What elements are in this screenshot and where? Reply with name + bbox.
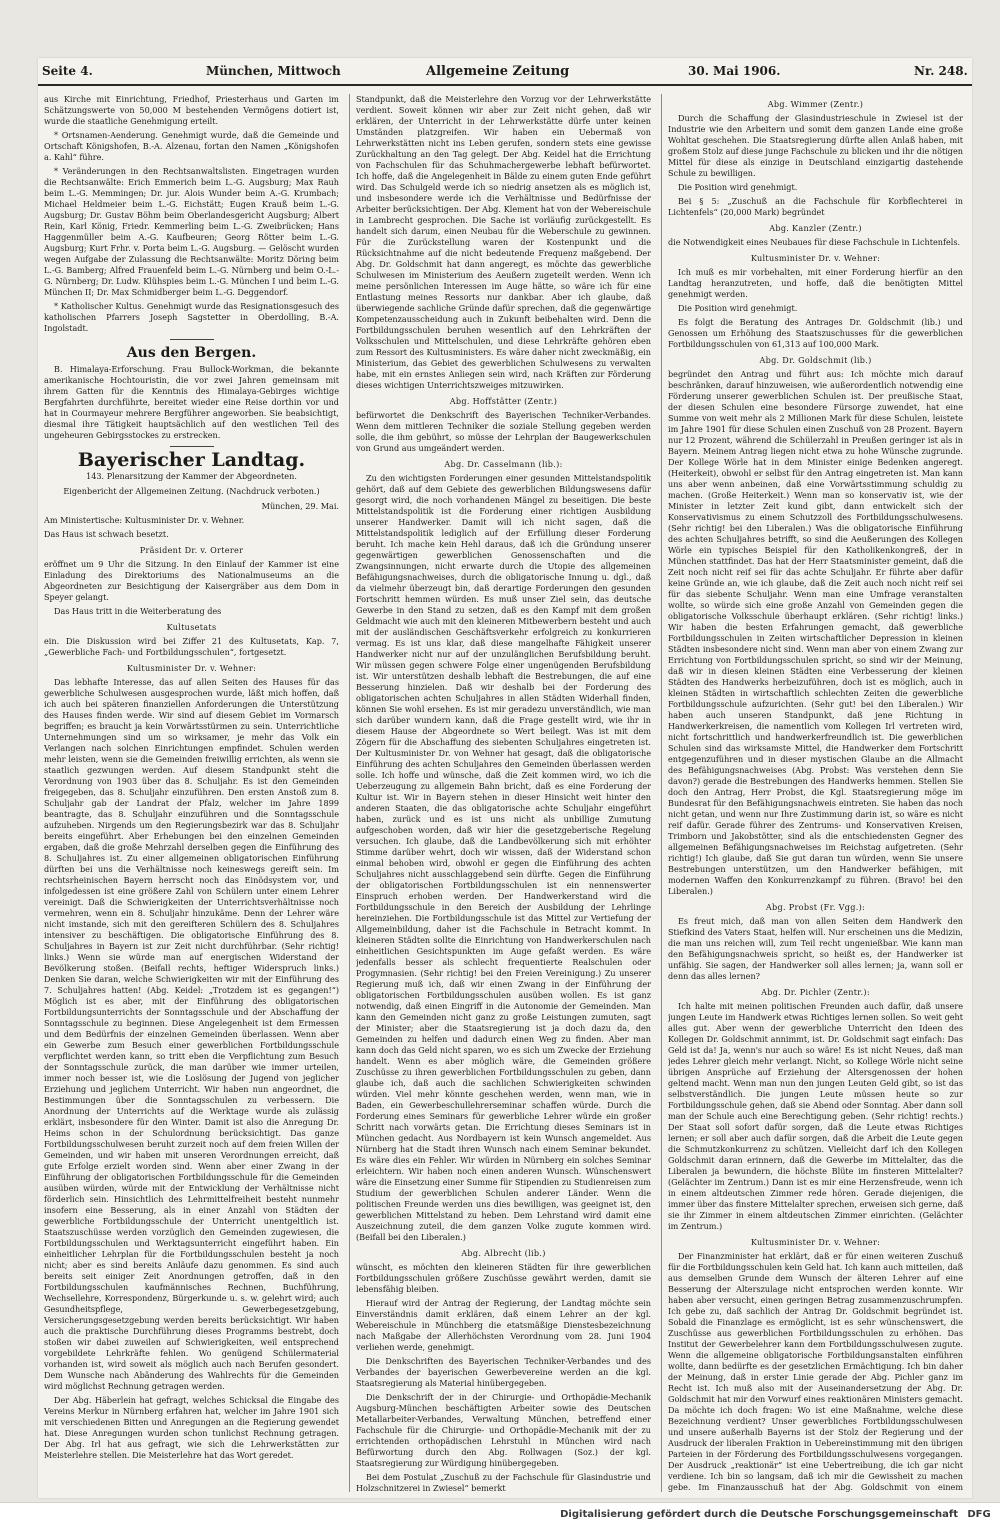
paragraph: * Katholischer Kultus. Genehmigt wurde das Resignationsgesuch des katholischen Pfarrers Joseph Sagstetter in Oberdolling, B.-A. Ingolstadt. xyxy=(44,301,339,333)
paragraph: Ich muß es mir vorbehalten, mit einer Forderung hierfür an den Landtag heranzutreten, und hoffe, daß die benötigten Mittel genehmigt werden. xyxy=(668,267,963,299)
speaker-name: Abg. Hoffstätter (Zentr.) xyxy=(449,396,558,406)
section-heading-landtag: Bayerischer Landtag. xyxy=(77,449,306,471)
speaker-name: Abg. Wimmer (Zentr.) xyxy=(767,99,864,109)
column-3 xyxy=(668,94,963,1492)
speaker-name: Abg. Dr. Casselmann (lib.): xyxy=(444,459,563,469)
place-and-weekday: München, Mittwoch xyxy=(206,64,341,78)
speaker-name: Abg. Kanzler (Zentr.) xyxy=(769,223,862,233)
funding-footer xyxy=(0,1502,1000,1527)
newspaper-title: Allgemeine Zeitung xyxy=(426,64,570,79)
paragraph: Zu den wichtigsten Forderungen einer gesunden Mittelstandspolitik gehört, daß auf dem Gebiete des gewerblichen Bildungswesens dafür gesorgt wird, die noch vorhandenen Mängel zu beseitigen. Die beste Mittelstandspolitik ist die Forderung einer richtigen Ausbildung unserer Handwerker. Damit will ich nicht sagen, daß die Mittelstandspolitik lediglich auf der Erfüllung dieser Forderung beruht. Ich mache kein Hehl daraus, daß ich die Gründung unserer gegenwärtigen gewerblichen Genossenschaften und die Zwangsinnungen, nicht erwarte durch die Utopie des allgemeinen Befähigungsnachweises, durch die obligatorische Innung u. dgl., daß da vielmehr überzeugt bin, daß derartige Forderungen den gesunden Fortschritt hemmen würden. Es muß unser Ziel sein, das deutsche Gewerbe in den Stand zu setzen, daß es den Kampf mit dem großen Geldmacht wie auch mit den kleineren Mitbewerbern besteht und auch mit der ausländischen Geschäftsverkehr erfolgreich zu konkurrieren vermag. Es ist uns klar, daß diese mangelhafte Fähigkeit unserer Handwerker nicht nur auf der unzulänglichen Berufsbildung beruht. Wir müssen gegen schwere Folge einer ungenügenden Berufsbildung ist. Wir unterstützen deshalb lebhaft die Bestrebungen, die auf eine Besserung hinzielen. Daß wir deshalb bei der Forderung des obligatorischen achten Schuljahres in allen Städten Widerhall finden, können Sie wohl ersehen. Es ist mir geradezu unverständlich, wie man sich darüber wundern kann, daß die Frage gestellt wird, wie ihr in diesem Hause der Abgeordnete so Wert beilegt. Was ist mit dem Zögern für die Abschaffung des siebenten Schuljahres eingetreten ist. Der Kultusminister Dr. von Wehner hat gesagt, daß die obligatorische Einführung des achten Schuljahres den Gemeinden überlassen werden solle. Ich hoffe und wünsche, daß die Zeit kommen wird, wo ich die Ueberzeugung zu allgemein Bahn bricht, daß es eine Forderung der Kultur ist. Wir in Bayern stehen in dieser Hinsicht weit hinter den anderen Staaten, die das obligatorische achte Schuljahr eingeführt haben, zurück und es ist uns nicht als unbillige Zumutung aufgeschoben worden, daß wir hier die gesetzgeberische Regelung versuchen. Ich glaube, daß die Landbevölkerung sich mit erhöhter Stimme darüber wehrt, doch wir wissen, daß der Widerstand schon einmal behoben wird, obwohl er gegen die Einführung des achten Schuljahres nicht ausschlaggebend sein dürfte. Gegen die Einführung der obligatorischen Fortbildungsschulen ist ein nennenswerter Einspruch erhoben werden. Der Handwerkerstand wird die Fortbildungsschule in den Bereich der Ausbildung der Lehrlinge hereinziehen. Die Fortbildungsschule ist das Mittel zur Vertiefung der Allgemeinbildung, daher ist die Fachschule in Betracht kommt. In kleineren Städten sollte die Einrichtung von Handwerkerschulen nach einheitlichen Gesichtspunkten im Auge gefaßt werden. Es wäre jedenfalls besser als schlecht frequentierte Realschulen oder Progymnasien. (Sehr richtig! bei den Freien Vereinigung.) Zu unserer Regierung muß ich, daß wir einen Zwang in der Einführung der obligatorischen Fortbildungsschulen ausüben wollen. Es ist ganz notwendig, daß einen Eingriff in die Autonomie der Gemeinden. Man kann den Gemeinden nicht ganz zu große Leistungen zumuten, sagt der Minister; aber die Staatsregierung ist ja doch dazu da, den Gemeinden zu helfen und dadurch einen Weg zu finden. Aber man kann doch das Geld nicht sparen, wo es sich um Zwecke der Erziehung handelt. Wenn es aber möglich wäre, die Gemeinden größere Zuschüsse zu ihren gewerblichen Fortbildungsschulen zu geben, dann glaube ich, daß auch die sachlichen Schwierigkeiten schwinden würden. Viel mehr könnte geschehen werden, wenn man, wie in Baden, ein Gewerbeschullehrerseminar schaffen würde. Durch die Forderung eines Seminars für gewerbliche Lehrer würde ein großer Schritt nach vorwärts getan. Die Errichtung dieses Seminars ist in München gedacht. Aus Nordbayern ist kein Wunsch angemeldet. Aus Nürnberg hat die Stadt ihren Wunsch nach einem Seminar bekundet. Es wäre dies ein Fehler. Wir würden in Nürnberg ein solches Seminar erleichtern. Wir haben noch einen anderen Wunsch. Wünschenswert wäre die Einsetzung einer Summe für Stipendien zu Studienreisen zum Studium der gewerblichen Schulen anderer Länder. Wenn die politischen Freunde werden uns dies bewilligen, was geeignet ist, den gewerblichen Mittelstand zu heben. Dem Lehrstand wird damit eine Auszeichnung zuteil, die dem ganzen Volke zugute kommen wird. (Beifall bei den Liberalen.) xyxy=(356,473,651,1242)
paragraph: Der Finanzminister hat erklärt, daß er für einen weiteren Zuschuß für die Fortbildungsschulen kein Geld hat. Ich kann auch mitteilen, daß aus demselben Grunde dem Wunsch der älteren Lehrer auf eine Besserung der Alterszulage nicht entsprochen werden konnte. Wir haben aber versucht, einen geringen Betrag zusammenzuschrumpfen. Ich gebe zu, daß sachlich der Antrag Dr. Goldschmit begründet ist. Sobald die Finanzlage es ermöglicht, ist es sehr wünschenswert, die Zuschüsse aus gewerblichen Fortbildungsschulen zu erhöhen. Das Institut der Gewerbelehrer kann dem Fortbildungsschulwesen zugute. Wenn die allgemeine obligatorische Fortbildungsanstalten einführen wollte, dann bedürfte es der gesetzlichen Ermächtigung. Ich bin daher der Meinung, daß in erster Linie gerade der Abg. Pichler ganz im Recht ist. Ich muß also mit der Auseinandersetzung der Abg. Dr. Goldschmit hat mir den Vorwurf eines reaktionären Ministers gemacht. Da möchte ich doch fragen: Wo ist eine Maßnahme, welche diese Bezeichnung verdient? Unser gewerbliches Fortbildungsschulwesen und unsere außerhalb Bayerns ist der Stolz der Regierung und der Ausdruck der liberalen Fraktion in Uebereinstimmung mit den übrigen Parteien in der Förderung des Fortbildungsschulwesens vorgegangen. Der Ausdruck „reaktionär“ ist eine Uebertreibung, die ich gar nicht verdiene. Ich bin so langsam, daß ich mir die Gewissheit zu machen gebe. Im Finanzausschuß hat der Abg. Goldschmit von einem xyxy=(668,1251,963,1492)
column-rule xyxy=(349,94,350,1492)
paragraph: wünscht, es möchten den kleineren Städten für ihre gewerblichen Fortbildungsschulen größere Zuschüsse gewährt werden, damit sie lebensfähig bleiben. xyxy=(356,1262,651,1294)
divider xyxy=(170,446,214,447)
paragraph: aus Kirche mit Einrichtung, Friedhof, Priesterhaus und Garten im Schätzungswerte von 50,000 M bestehenden Vermögens dotiert ist, wurde die staatliche Genehmigung erteilt. xyxy=(44,94,339,126)
paragraph: begründet den Antrag und führt aus: Ich möchte mich darauf beschränken, darauf hinzuweisen, wie außerordentlich notwendig eine Förderung unserer gewerblichen Schulen ist. Der preußische Staat, der diesen Schulen eine besondere Fürsorge zuwendet, hat eine Summe von weit mehr als 2 Millionen Mark für diese Schulen, leistete im Jahre 1901 für diese Schulen einen Zuschuß von 28 Prozent. Bayern nur 12 Prozent, während die Schülerzahl in Preußen geringer ist als in Bayern. Meinem Antrag liegen nicht etwa zu hohe Wünsche zugrunde. Der Kollege Wörle hat in dem Minister einige Bedenken angeregt. (Heiterkeit), obwohl er selbst für den Antrag eingetreten ist. Man kann uns aber wenn anbeinen, daß eine Vorwärtsstimmung schuldig zu machen. (Große Heiterkeit.) Wenn man so konservativ ist, wie der Minister in letzter Zeit kund gibt, dann entwickelt sich der Konservativismus zu einem Schutzzoll des Fortbildungsschulwesens. (Sehr richtig! bei den Liberalen.) Was die obligatorische Einführung des achten Schuljahres betrifft, so sind die Aeußerungen des Kollegen Wörle ein typisches Beispiel für den Katholikenkongreß, der in München stattfindet. Das hat der Herr Staatsminister gemeint, daß die Zeit noch nicht reif sei für das achte Schuljahr. Er führte aber dafür keine Gründe an, wie ich glaube, daß die Zeit auch noch nicht reif sei für das siebente Schuljahr. Wenn man eine Umfrage veranstalten wollte, so würde sich eine große Anzahl von Gemeinden gegen die obligatorische Volksschule überhaupt erklären. (Sehr richtig! links.) Wir haben die besten Erfahrungen gemacht, daß gewerbliche Fortbildungsschulen in Zeiten wirtschaftlicher Depression in kleinen Städten insbesondere nicht sind. Wenn man aber von einem Zwang zur Errichtung von Fortbildungsschulen spricht, so sind wir der Meinung, daß wir in diesen kleinen Städten eine Verbesserung der kleinen Städten des Handwerks herbeizuführen, doch ist es möglich, auch in kleinen Städten in wirtschaftlich schlechten Zeiten die gewerbliche Fortbildungsschule aufzurichten. (Sehr gut! bei den Liberalen.) Wir haben auch unseren Standpunkt, daß jene Richtung in Handwerkerkreisen, die namentlich vom Kollegen Irl vertreten wird, nicht fortschrittlich und handwerkerfreundlich ist. Die gewerblichen Schulen sind das wirksamste Mittel, die Handwerker dem Fortschritt entgegenzuführen und in dieser mystischen Glaube an die Allmacht des Befähigungsnachweises (Abg. Probst: Was verstehen denn Sie davon?) gerade die Bestrebungen des Handwerks hemmen. Stellen Sie doch den Antrag, Herr Probst, die Kgl. Staatsregierung möge im Bundesrat für den Befähigungsnachweis eintreten. Sie haben das noch nicht getan, und wenn nur Ihre Zustimmung darin ist, so wäre es nicht reif dafür. Gerade führer des Zentrums- und Konservativen Kreisen, Trimborn und Jakobstötter, sind als die entschiedensten Gegner des allgemeinen Befähigungsnachweises im Reichstag aufgetreten. (Sehr richtig!) Ich glaube, daß Sie gut daran tun würden, wenn Sie unsere Bestrebungen unterstützen, um den Handwerker befähigen, mit modernen Waffen den Konkurrenzkampf zu führen. (Bravo! bei den Liberalen.) xyxy=(668,369,963,896)
speaker-name: Abg. Dr. Pichler (Zentr.): xyxy=(761,987,870,997)
paragraph: Der Abg. Häberlein hat gefragt, welches Schicksal die Eingabe des Vereins Merkur in Nürnberg erfahren hat, welcher im Jahre 1901 sich mit verschiedenen Bitten und Anregungen an die Regierung gewendet hat. Diese Anregungen wurden schon tunlichst Rechnung getragen. Der Abg. Irl hat aus gefragt, wie sich die Lehrwerkstätten zur Meisterlehre stellen. Die Meisterlehre hat das Wort geredet. xyxy=(44,1395,339,1460)
funding-note: Digitalisierung gefördert durch die Deutsche Forschungsgemeinschaft xyxy=(560,1509,958,1520)
topic-heading: Kultusetats xyxy=(166,622,217,632)
page-number: Seite 4. xyxy=(42,64,93,78)
paragraph: Das Haus tritt in die Weiterberatung des xyxy=(54,606,222,616)
dfg-logo: DFG xyxy=(967,1509,991,1520)
paragraph: Die Position wird genehmigt. xyxy=(678,303,798,313)
paragraph: B. Himalaya-Erforschung. Frau Bullock-Workman, die bekannte amerikanische Hochtouristin, die vor zwei Jahren gemeinsam mit ihrem Gatten für die Kenntnis des Himalaya-Gebirges wichtige Bergfahrten durchführte, bereitet wieder eine Reise dorthin vor und hat in Courmayeur mehrere Bergführer angeworben. Sie beabsichtigt, diesmal ihre Tätigkeit hauptsächlich auf den westlichen Teil des ungeheuren Gebirgsstockes zu erstrecken. xyxy=(44,364,339,440)
paragraph: Das lebhafte Interesse, das auf allen Seiten des Hauses für das gewerbliche Schulwesen ausgesprochen wurde, läßt mich hoffen, daß ich auch bei späteren finanziellen Anforderungen die Unterstützung des Hauses finden werde. Wir sind auf diesem Gebiet im Vormarsch begriffen; es braucht ja kein Vorwärtsstürmen zu sein. Unterrichtliche Unternehmungen sind um so wirksamer, je mehr das Volk ein Verlangen nach solchen Einrichtungen empfindet. Schulen werden mehr leisten, wenn sie die Gemeinden freiwillig errichten, als wenn sie staatlich gezwungen werden. Auf diesem Standpunkt steht die Verordnung von 1903 über das 8. Schuljahr. Es ist den Gemeinden freigegeben, das 8. Schuljahr einzuführen. Den ersten Anstoß zum 8. Schuljahr gab der Landrat der Pfalz, welcher im Jahre 1899 beantragte, das 8. Schuljahr einzuführen und die Sonntagsschule aufzuheben. Nirgends um den Regierungsbezirk war das 8. Schuljahr bereits eingeführt. Aber Erhebungen bei den einzelnen Gemeinden ergaben, daß die große Mehrzahl derselben gegen die Einführung des 8. Schuljahres ist. Zu einer allgemeinen obligatorischen Einführung dürften bei uns die Verhältnisse noch keineswegs gereift sein. Im rechtsrheinischen Bayern herrscht noch das Einödsystem vor, und infolgedessen ist eine größere Zahl von Schülern unter einem Lehrer vereinigt. Daß die Schwierigkeiten der Unterrichtsverhältnisse noch vermehren, wenn ein 8. Schuljahr hinzukäme. Denn der Lehrer wäre nicht imstande, sich mit den gereifteren Schülern des 8. Schuljahres intensiver zu beschäftigen. Die obligatorische Einführung des 8. Schuljahres in Bayern ist zur Zeit nicht durchführbar. (Sehr richtig! links.) Wenn sie würde man auf energischen Widerstand der Bevölkerung stoßen. (Beifall rechts, heftiger Widerspruch links.) Denken Sie daran, welche Schwierigkeiten wir mit der Einführung des 7. Schuljahres hatten! (Abg. Keidel: „Trotzdem ist es gegangen!“) Möglich ist es aber, mit der Einführung des obligatorischen Fortbildungsunterrichts der Sonntagsschule und der Abschaffung der Sonntagsschule zu beginnen. Diese Angelegenheit ist dem Ermessen und dem Bedürfnis der einzelnen Gemeinden überlassen. Wenn aber ein Gewerbe zum Besuch einer gewerblichen Fortbildungsschule verpflichtet werden kann, so tritt eben die Verpflichtung zum Besuch der Sonntagsschule zurück, die man darüber wie immer urteilen, immer noch besser ist, wie die Loslösung der Jugend von jeglicher Erziehung und jeglichem Unterricht. Wir haben nun angeordnet, die Bestimmungen über die Sonntagsschulen zu verbessern. Die Anordnung der Unterrichts auf die Werktage wurde als zulässig erklärt, insbesondere für den Winter. Damit ist also die Anregung Dr. Heims schon in der Schulordnung berücksichtigt. Das ganze Fortbildungsschulwesen beruht zurzeit noch auf dem freien Willen der Gemeinden, und wir haben mit unseren Verordnungen erreicht, daß gute Erfolge erzielt worden sind. Wenn aber einer Zwang in der Einführung der obligatorischen Fortbildungsschule für die Gemeinden ausüben würden, würde mit der Entwicklung der Verhältnisse nicht förderlich sein. Hinsichtlich des Lehrmittelfreiheit besteht nunmehr insofern eine Besserung, als in einer Anzahl von Städten der gewerbliche Fortbildungsschule der Unterricht unentgeltlich ist. Staatszuschüsse werden vorzüglich den Gemeinden zugewiesen, die Fortbildungsschulen und Werktagsunterricht eingeführt haben. Ein einheitlicher Lehrplan für die Fortbildungsschulen besteht ja noch nicht; aber es sind bereits Anläufe dazu genommen. Es sind auch bereits seit einiger Zeit Anordnungen getroffen, daß in den Fortbildungsschulen kaufmännisches Rechnen, Buchführung, Wechsellehre, Korrespondenz, Bürgerkunde u. s. w. gelehrt wird; auch Gesundheitspflege, Gewerbegesetzgebung, Versicherungsgesetzgebung werden bereits berücksichtigt. Wir haben auch die praktische Durchführung dieses Programms bestrebt, doch stoßen wir dabei zuweilen auf Schwierigkeiten, weil entsprechend vorgebildete Lehrkräfte fehlen. Wo genügend Schülermaterial vorhanden ist, wird soweit als möglich auch nach Berufen gesondert. Dem Wunsche nach Abänderung des Wahlrechts für die Gemeinden wird möglichst Rechnung getragen werden. xyxy=(44,677,339,1391)
paragraph: * Veränderungen in den Rechtsanwaltslisten. Eingetragen wurden die Rechtsanwälte: Erich Emmerich beim L.-G. Augsburg; Max Rauh beim L.-G. Memmingen; Dr. jur. Alois Wunder beim A.-G. Krumbach; Michael Heldmeier beim L.-G. Eichstätt; Eugen Krauß beim L.-G. Augsburg; Dr. Gustav Böhm beim Oberlandesgericht Augsburg; Albert Rein, Karl König, Friedr. Kemmerling beim L.-G. Zweibrücken; Hans Haggenmüller beim A.-G. Kaufbeuren; Georg Rötter beim L.-G. Augsburg; Kurt Frhr. v. Porta beim L.-G. Augsburg. — Gelöscht wurden wegen Aufgabe der Zulassung die Rechtsanwälte: Moritz Döring beim L.-G. Bamberg; Alfred Frauenfeld beim L.-G. Nürnberg und beim O.-L.-G. Nürnberg; Dr. Ludw. Klühspies beim L.-G. München I und beim L.-G. München II; Dr. Max Schmidberger beim L.-G. Deggendorf. xyxy=(44,166,339,297)
speaker-name: Abg. Probst (Fr. Vgg.): xyxy=(765,902,866,912)
paragraph: Es folgt die Beratung des Antrages Dr. Goldschmit (lib.) und Genossen um Erhöhung des Staatszuschusses für die gewerblichen Fortbildungsschulen von 61,313 auf 100,000 Mark. xyxy=(668,317,963,349)
speaker-name: Abg. Albrecht (lib.) xyxy=(461,1248,546,1258)
issue-date: 30. Mai 1906. xyxy=(688,64,781,78)
newspaper-page xyxy=(38,58,972,1498)
paragraph: befürwortet die Denkschrift des Bayerischen Techniker-Verbandes. Wenn dem mittleren Techniker die soziale Stellung gegeben werden solle, die ihm gebührt, so müsse der Lehrplan der Baugewerkschulen von Grund aus umgeändert werden. xyxy=(356,410,651,453)
paragraph: Die Denkschriften des Bayerischen Techniker-Verbandes und des Verbandes der bayerischen Gewerbevereine werden an die kgl. Staatsregierung als Material hinübergegeben. xyxy=(356,1356,651,1388)
issue-number: Nr. 248. xyxy=(914,64,968,78)
session-title: 143. Plenarsitzung der Kammer der Abgeordneten. xyxy=(86,471,297,481)
masthead xyxy=(38,58,972,80)
paragraph: Ich halte mit meinen politischen Freunden auch dafür, daß unsere jungen Leute im Handwerk etwas Richtiges lernen sollen. So weit geht alles gut. Aber wenn der gewerbliche Unterricht den Ideen des Kollegen Dr. Goldschmit annimmt, ist. Dr. Goldschmit sagt einfach: Das Geld ist da! Ja, wenn's nur auch so wäre! Es ist nicht Neues, daß man jedes Lehrer gleich mehr verlangt. Nicht, so Kollege Wörle nicht seine übrigen Ansprüche auf Erziehung der Altersgenossen der hohen geltend macht. Wenn man nun den jungen Leuten Geld gibt, so ist das selbstverständlich. Die jungen Leute müssen heute so zur Fortbildungsschule gehen, daß sie Abend oder Sonntag. Aber dann soll man der Schule auch eine Berechtigung geben. (Sehr richtig! rechts.) Der Staat soll sofort dafür sorgen, daß die Leute etwas Richtiges lernen; er soll aber auch dafür sorgen, daß die Arbeit die Leute gegen die Schmutzkonkurrenz zu schützen. Vielleicht darf ich den Kollegen Goldschmit daran erinnern, daß die Gewerbe im Mittelalter, das die Liberalen ja bewundern, die höchste Blüte im finsteren Mittelalter? (Gelächter im Zentrum.) Dann ist es mir eine Herzensfreude, wenn ich in einem altdeutschen Zimmer rede hören. Gerade diejenigen, die immer über das finstere Mittelalter sprechen, erweisen sich gerne, daß sie ihr Zimmer in einem altdeutschen Zimmer einrichten. (Gelächter im Zentrum.) xyxy=(668,1001,963,1231)
paragraph: ein. Die Diskussion wird bei Ziffer 21 des Kultusetats, Kap. 7, „Gewerbliche Fach- und Fortbildungsschulen“, fortgesetzt. xyxy=(44,636,339,657)
paragraph: Die Position wird genehmigt. xyxy=(678,182,798,192)
paragraph: Bei § 5: „Zuschuß an die Fachschule für Korbflechterei in Lichtenfels“ (20,000 Mark) begründet xyxy=(668,196,963,217)
paragraph: Es freut mich, daß man von allen Seiten dem Handwerk den Stiefkind des Vaters Staat, helfen will. Nur erscheinen uns die Medizin, die man uns reichen will, zum Teil recht ungenießbar. Wie kann man den Befähigungsnachweis spricht, so heißt es, der Handwerker ist unfähig. Sie sagen, der Handwerker soll alles lernen; ja, wann soll er denn das alles lernen? xyxy=(668,916,963,981)
column-rule xyxy=(661,94,662,1492)
house-note: Das Haus ist schwach besetzt. xyxy=(44,529,169,539)
report-note: Eigenbericht der Allgemeinen Zeitung. (Nachdruck verboten.) xyxy=(63,486,320,496)
paragraph: Hierauf wird der Antrag der Regierung, der Landtag möchte sein Einverständnis damit erklären, daß einem Lehrer an der kgl. Webereischule in Münchberg die etatsmäßige Dienstesbezeichnung nach Maßgabe der Allerhöchsten Verordnung vom 28. Juni 1904 verliehen werde, genehmigt. xyxy=(356,1298,651,1352)
speaker-name: Kultusminister Dr. v. Wehner: xyxy=(126,663,257,673)
minister-table: Am Ministertische: Kultusminister Dr. v. Wehner. xyxy=(44,515,245,525)
speaker-name: Präsident Dr. v. Orterer xyxy=(139,545,244,555)
paragraph: Standpunkt, daß die Meisterlehre den Vorzug vor der Lehrwerkstätte verdient. Soweit können wir aber zur Zeit nicht gehen, daß wir erklären, der Unterricht in der Lehrwerkstätte dürfe unter keinen Umständen platzgreifen. Wir haben ein Uebermaß von Lehrwerkstätten nicht ins Leben gerufen, sondern stets eine gewisse Zurückhaltung an den Tag gelegt. Der Abg. Keidel hat die Errichtung von Fachschulen für das Schuhmachergewerbe lebhaft befürwortet. Ich hoffe, daß die Angelegenheit in Bälde zu einem guten Ende geführt wird. Das Schulgeld werde ich so niedrig ansetzen als es möglich ist, und insbesondere werde ich die Verhältnisse und Bedürfnisse der Arbeiter berücksichtigen. Der Abg. Klement hat von der Webereischule in Lambrecht gesprochen. Die Sache ist vorläufig zurückgestellt. Es handelt sich darum, einen Neubau für die Weberschule zu gewinnen. Für die Zurückstellung waren der Kostenpunkt und die Rücksichtnahme auf die nicht bedeutende Frequenz maßgebend. Der Abg. Dr. Goldschmit hat dann angeregt, es möchte das gewerbliche Schulwesen im Ministerium des Aeußern zugeteilt werden. Wenn ich meine persönlichen Interessen im Auge hätte, so wäre ich für eine Entlastung meines Ressorts nur dankbar. Aber ich glaube, daß überwiegende sachliche Gründe dafür sprechen, daß die gegenwärtige Kompetenzausscheidung auch in Zukunft beibehalten wird. Denn die Fortbildungsschulen beruhen wesentlich auf den Lehrkräften der Volksschulen und Mittelschulen, und diese Lehrkräfte gehören eben zum Ressort des Kultusministers. Es wäre daher nicht zweckmäßig, ein Ministerium, das Gebiet des gewerblichen Schulwesens zu verwalten habe, mit ein ernstes Anliegen sein wird, nach Kräften zur Förderung dieses wichtigen Unterrichtszweiges mitzuwirken. xyxy=(356,94,651,390)
paragraph: Bei dem Postulat „Zuschuß zu der Fachschule für Glasindustrie und Holzschnitzerei in Zwiesel“ bemerkt xyxy=(356,1472,651,1492)
masthead-rule xyxy=(38,84,972,86)
paragraph: die Notwendigkeit eines Neubaues für diese Fachschule in Lichtenfels. xyxy=(668,237,961,247)
speaker-name: Abg. Dr. Goldschmit (lib.) xyxy=(759,355,872,365)
column-2 xyxy=(356,94,651,1492)
speaker-name: Kultusminister Dr. v. Wehner: xyxy=(750,1237,881,1247)
paragraph: eröffnet um 9 Uhr die Sitzung. In den Einlauf der Kammer ist eine Einladung des Direktoriums des Nationalmuseums an die Abgeordneten zur Besichtigung der Kaisergräber aus dem Dom in Speyer gelangt. xyxy=(44,559,339,602)
column-1 xyxy=(44,94,339,1492)
paragraph: Durch die Schaffung der Glasindustrieschule in Zwiesel ist der Industrie wie den Arbeitern und somit dem ganzen Lande eine große Wohltat geschehen. Die Staatsregierung dürfte allen Anlaß haben, mit großem Stolz auf diese junge Fachschule zu blicken und ihr die nötigen Mittel für diese als einzige in Deutschland einzigartig dastehende Schule zu bewilligen. xyxy=(668,113,963,178)
paragraph: Die Denkschrift der in der Chirurgie- und Orthopädie-Mechanik Augsburg-München beschäftigten Arbeiter sowie des Deutschen Metallarbeiter-Verbandes, Verwaltung München, betreffend einer Fachschule für die Chirurgie- und Orthopädie-Mechanik mit der zu errichtenden orthopädischen Lehrstuhl in München wird nach Befürwortung durch den Abg. Rollwagen (Soz.) der kgl. Staatsregierung zur Würdigung hinübergegeben. xyxy=(356,1392,651,1468)
section-heading: Aus den Bergen. xyxy=(126,345,257,361)
dateline: München, 29. Mai. xyxy=(261,501,339,511)
paragraph: * Ortsnamen-Aenderung. Genehmigt wurde, daß die Gemeinde und Ortschaft Königshofen, B.-A. Alzenau, fortan den Namen „Königshofen a. Kahl“ führe. xyxy=(44,130,339,162)
speaker-name: Kultusminister Dr. v. Wehner: xyxy=(750,253,881,263)
divider xyxy=(170,339,214,340)
